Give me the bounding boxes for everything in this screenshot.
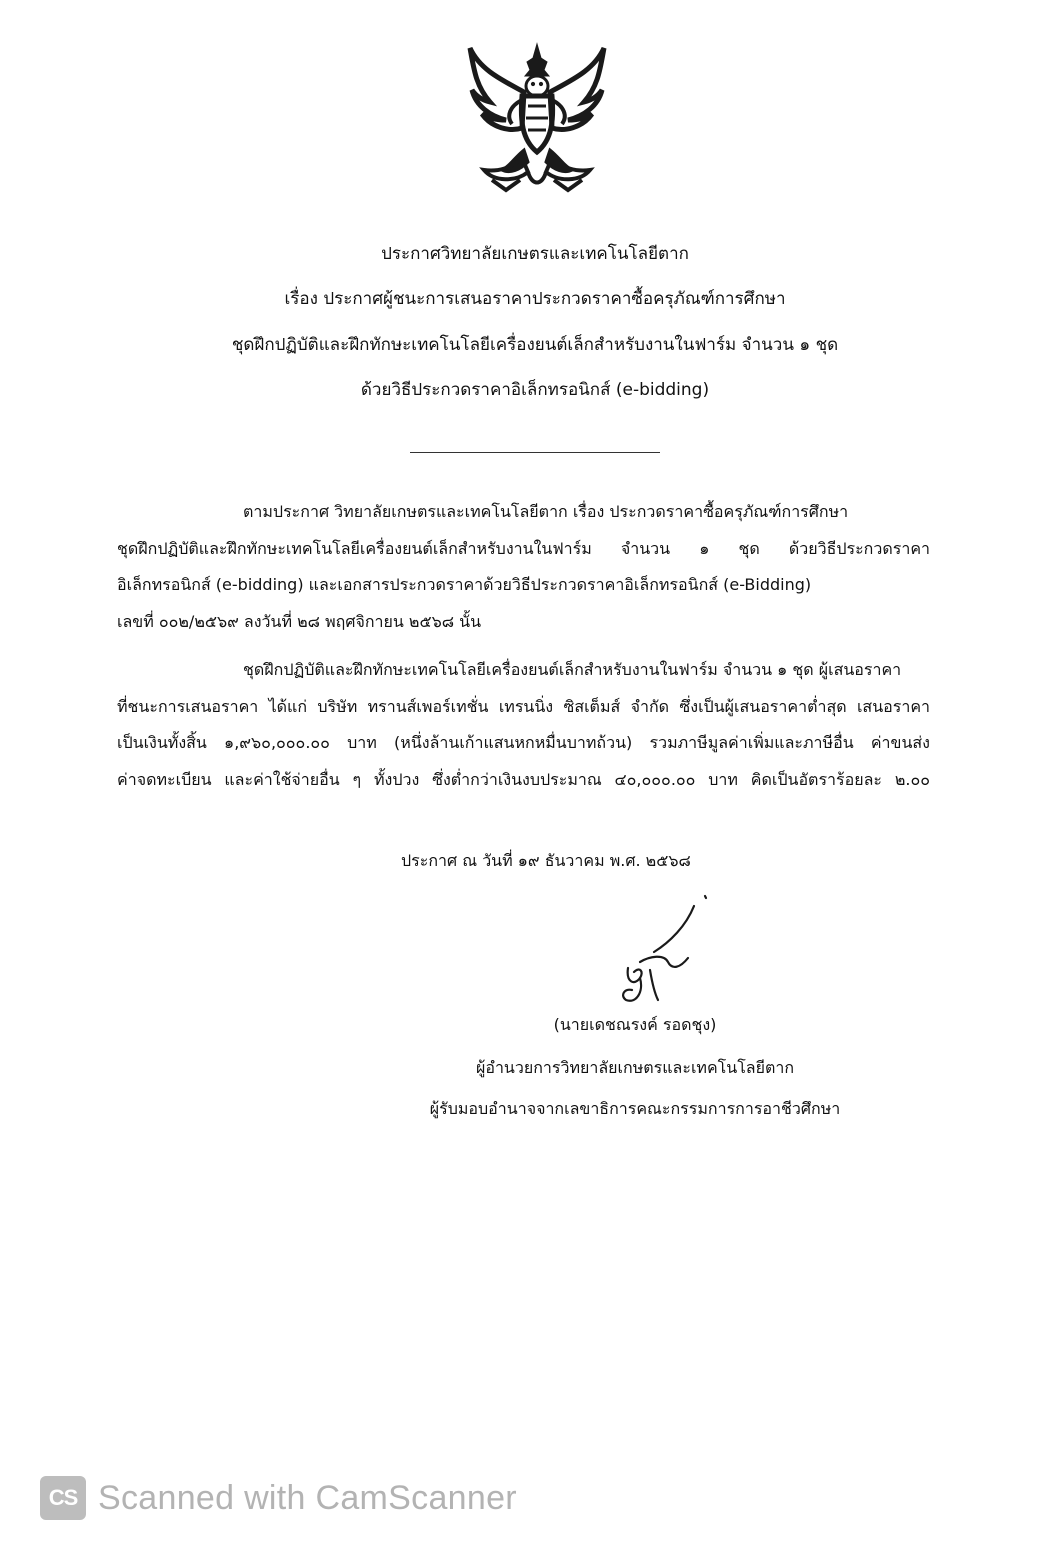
title-divider	[410, 452, 660, 453]
title-subject: เรื่อง ประกาศผู้ชนะการเสนอราคาประกวดราคาซื้อครุภัณฑ์การศึกษา	[284, 289, 786, 310]
signature-block	[380, 1014, 890, 1120]
body-line: ค่าจดทะเบียน และค่าใช้จ่ายอื่น ๆ ทั้งปวง ซึ่งต่ำกว่าเงินงบประมาณ ๔๐,๐๐๐.๐๐ บาท คิดเป็นอัตราร้อยละ ๒.๐๐	[117, 769, 930, 789]
body-line: อิเล็กทรอนิกส์ (e-bidding) และเอกสารประกวดราคาด้วยวิธีประกวดราคาอิเล็กทรอนิกส์ (e-Bidding)	[117, 575, 812, 594]
watermark-text: Scanned with CamScanner	[98, 1478, 517, 1517]
handwritten-signature	[610, 892, 730, 1017]
body-line: ที่ชนะการเสนอราคา ได้แก่ บริษัท ทรานส์เพอร์เทชั่น เทรนนิ่ง ซิสเต็มส์ จำกัด ซึ่งเป็นผู้เสนอราคาต่ำสุด เสนอราคา	[117, 696, 930, 716]
camscanner-logo-icon: CS	[40, 1476, 86, 1520]
title-item: ชุดฝึกปฏิบัติและฝึกทักษะเทคโนโลยีเครื่องยนต์เล็กสำหรับงานในฟาร์ม จำนวน ๑ ชุด	[231, 334, 839, 355]
body-paragraph-1	[117, 494, 947, 640]
title-heading: ประกาศวิทยาลัยเกษตรและเทคโนโลยีตาก	[381, 244, 689, 264]
body-paragraph-2	[117, 652, 947, 798]
body-line: ชุดฝึกปฏิบัติและฝึกทักษะเทคโนโลยีเครื่องยนต์เล็กสำหรับงานในฟาร์ม จำนวน ๑ ชุด ด้วยวิธีประกวดราคา	[117, 538, 930, 558]
garuda-emblem-icon	[462, 40, 612, 200]
camscanner-watermark	[40, 1474, 517, 1522]
signatory-name: (นายเดชณรงค์ รอดชุง)	[553, 1015, 717, 1034]
signatory-authority: ผู้รับมอบอำนาจจากเลขาธิการคณะกรรมการการอาชีวศึกษา	[429, 1099, 841, 1118]
body-line: ตามประกาศ วิทยาลัยเกษตรและเทคโนโลยีตาก เรื่อง ประกวดราคาซื้อครุภัณฑ์การศึกษา	[243, 502, 849, 521]
body-line: เป็นเงินทั้งสิ้น ๑,๙๖๐,๐๐๐.๐๐ บาท (หนึ่งล้านเก้าแสนหกหมื่นบาทถ้วน) รวมภาษีมูลค่าเพิ่มและภาษีอื่น ค่าขนส่ง	[117, 733, 930, 752]
announce-date: ประกาศ ณ วันที่ ๑๙ ธันวาคม พ.ศ. ๒๕๖๘	[401, 851, 691, 870]
body-line: เลขที่ ๐๐๒/๒๕๖๙ ลงวันที่ ๒๘ พฤศจิกายน ๒๕๖๘ นั้น	[117, 611, 482, 631]
signatory-position: ผู้อำนวยการวิทยาลัยเกษตรและเทคโนโลยีตาก	[475, 1058, 795, 1077]
body-line: ชุดฝึกปฏิบัติและฝึกทักษะเทคโนโลยีเครื่องยนต์เล็กสำหรับงานในฟาร์ม จำนวน ๑ ชุด ผู้เสนอราคา	[243, 660, 902, 679]
announcement-title	[150, 243, 920, 424]
title-method: ด้วยวิธีประกวดราคาอิเล็กทรอนิกส์ (e-bidding)	[360, 379, 710, 400]
